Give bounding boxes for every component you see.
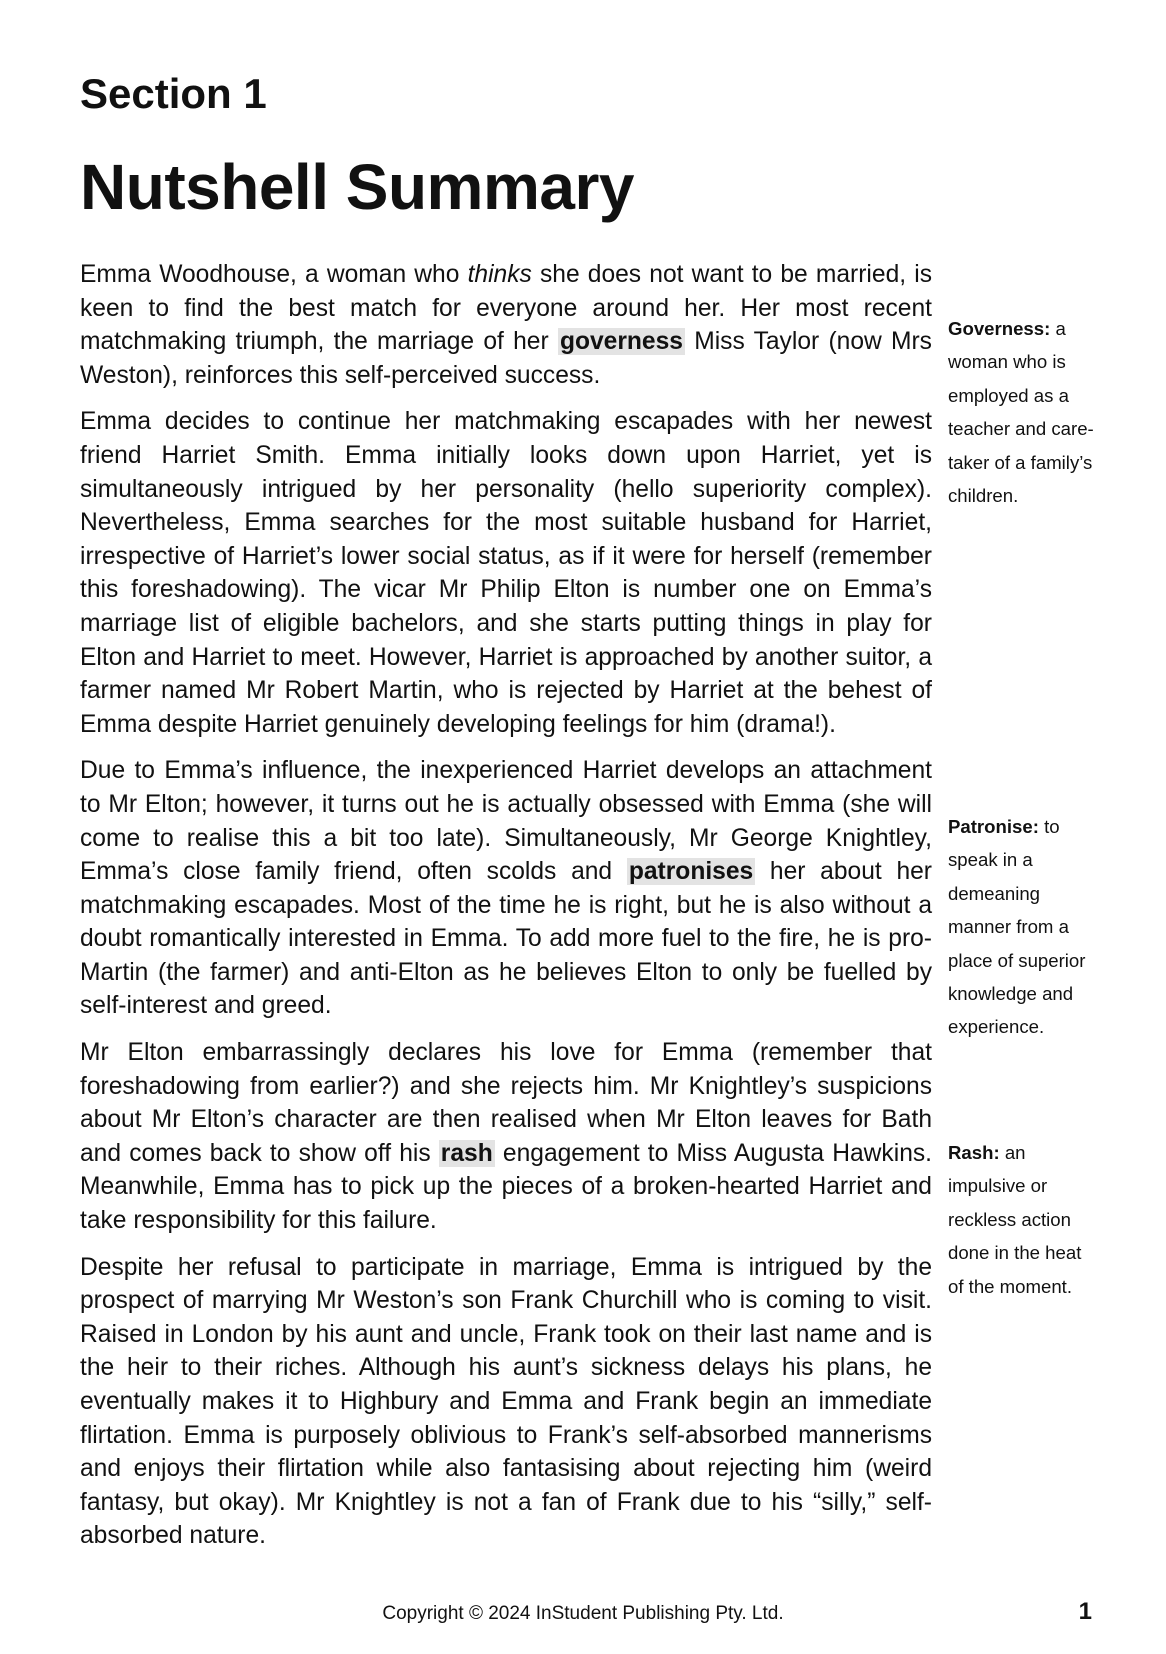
glossary-term: Rash:	[948, 1142, 1000, 1163]
footer-copyright: Copyright © 2024 InStudent Publishing Pty. Ltd.	[382, 1603, 784, 1624]
section-label: Section 1	[80, 70, 267, 117]
keyword-patronises: patronises	[628, 858, 754, 886]
glossary-definition: a woman who is employed as a teacher and care-taker of a family’s children.	[948, 318, 1094, 507]
paragraph-4: Mr Elton embarrassingly declares his love for Emma (remember that foreshadowing from earlier?) and she rejects him. Mr Knightley’s suspicions about Mr Elton’s character are then realised when Mr Elton leaves for Bath and comes back to show off his rash engagement to Miss Augusta Hawkins. Meanwhile, Emma has to pick up the pieces of a broken-hearted Harriet and take responsibility for this failure.	[80, 1039, 932, 1235]
emphasis-thinks: thinks	[467, 261, 532, 288]
paragraph-1: Emma Woodhouse, a woman who thinks she does not want to be married, is keen to find the best match for everyone around her. Her most recent matchmaking triumph, the marriage of her governess Miss Taylor (now Mrs Weston), reinforces this self-perceived success.	[80, 261, 932, 389]
paragraph-2: Emma decides to continue her matchmaking escapades with her newest friend Harriet Smith. Emma initially looks down upon Harriet, yet is simultaneously intrigued by her personality (hello superiority complex). Nevertheless, Emma searches for the most suitable husband for Harriet, irrespective of Harriet’s lower social status, as if it were for herself (remember this foreshadowing). The vicar Mr Philip Elton is number one on Emma’s marriage list of eligible bachelors, and she starts putting things in play for Elton and Harriet to meet. However, Harriet is approached by another suitor, a farmer named Mr Robert Martin, who is rejected by Harriet at the behest of Emma despite Harriet genuinely developing feelings for him (drama!).	[80, 408, 932, 738]
glossary-term: Governess:	[948, 318, 1051, 339]
summary-body	[80, 258, 932, 1566]
glossary-definition: to speak in a demeaning manner from a place of superior knowledge and experience.	[948, 816, 1086, 1038]
paragraph-3: Due to Emma’s influence, the inexperienced Harriet develops an attachment to Mr Elton; however, it turns out he is actually obsessed with Emma (she will come to realise this a bit too late). Simultaneously, Mr George Knightley, Emma’s close family friend, often scolds and patronises her about her matchmaking escapades. Most of the time he is right, but he is also without a doubt romantically interested in Emma. To add more fuel to the fire, he is pro-Martin (the farmer) and anti-Elton as he believes Elton to only be fuelled by self-interest and greed.	[80, 757, 932, 1020]
glossary-note-patronise	[948, 810, 1098, 1044]
page-number: 1	[1078, 1598, 1092, 1625]
glossary-definition: an impulsive or reckless action done in the heat of the moment.	[948, 1142, 1082, 1297]
glossary-note-rash	[948, 1136, 1098, 1303]
paragraph-5: Despite her refusal to participate in marriage, Emma is intrigued by the prospect of marrying Mr Weston’s son Frank Churchill who is coming to visit. Raised in London by his aunt and uncle, Frank took on their last name and is the heir to their riches. Although his aunt’s sickness delays his plans, he eventually makes it to Highbury and Emma and Frank begin an immediate flirtation. Emma is purposely oblivious to Frank’s self-absorbed mannerisms and enjoys their flirtation while also fantasising about rejecting him (weird fantasy, but okay). Mr Knightley is not a fan of Frank due to his “silly,” self-absorbed nature.	[80, 1253, 932, 1550]
page-title: Nutshell Summary	[80, 151, 634, 223]
glossary-term: Patronise:	[948, 816, 1039, 837]
keyword-rash: rash	[440, 1139, 493, 1167]
glossary-note-governess	[948, 312, 1098, 512]
keyword-governess: governess	[559, 328, 683, 356]
